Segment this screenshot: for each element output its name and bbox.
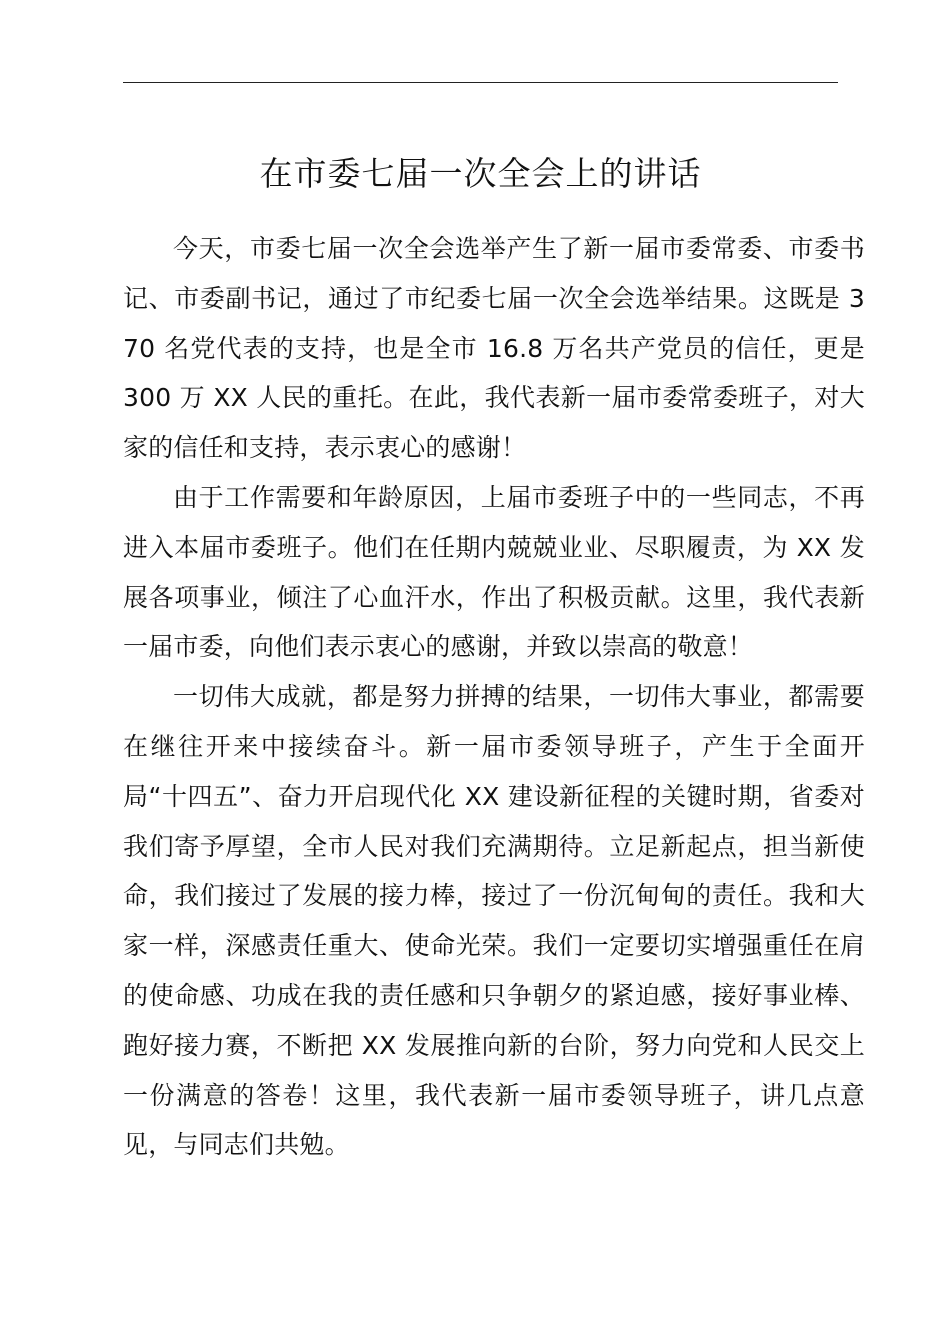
paragraph-2: 由于工作需要和年龄原因，上届市委班子中的一些同志，不再进入本届市委班子。他们在任期内兢兢业业、尽职履责，为 XX 发展各项事业，倾注了心血汗水，作出了积极贡献。这里，我代表新一届市委，向他们表示衷心的感谢，并致以崇高的敬意！ — [123, 482, 865, 662]
paragraph-3: 一切伟大成就，都是努力拼搏的结果，一切伟大事业，都需要在继往开来中接续奋斗。新一届市委领导班子，产生于全面开局“十四五”、奋力开启现代化 XX 建设新征程的关键时期，省委对我们寄予厚望，全市人民对我们充满期待。立足新起点，担当新使命，我们接过了发展的接力棒，接过了一份沉甸甸的责任。我和大家一样，深感责任重大、使命光荣。我们一定要切实增强重任在肩的使命感、功成在我的责任感和只争朝夕的紧迫感，接好事业棒、跑好接力赛，不断把 XX 发展推向新的台阶，努力向党和人民交上一份满意的答卷！这里，我代表新一届市委领导班子，讲几点意见，与同志们共勉。 — [123, 682, 865, 1160]
document-title: 在市委七届一次全会上的讲话 — [259, 154, 702, 193]
paragraph-1: 今天，市委七届一次全会选举产生了新一届市委常委、市委书记、市委副书记，通过了市纪委七届一次全会选举结果。这既是 370 名党代表的支持，也是全市 16.8 万名共产党员的信任，更是 300 万 XX 人民的重托。在此，我代表新一届市委常委班子，对大家的信任和支持，表示衷心的感谢！ — [123, 234, 865, 463]
document-body — [123, 224, 865, 1170]
header-rule — [123, 82, 838, 83]
